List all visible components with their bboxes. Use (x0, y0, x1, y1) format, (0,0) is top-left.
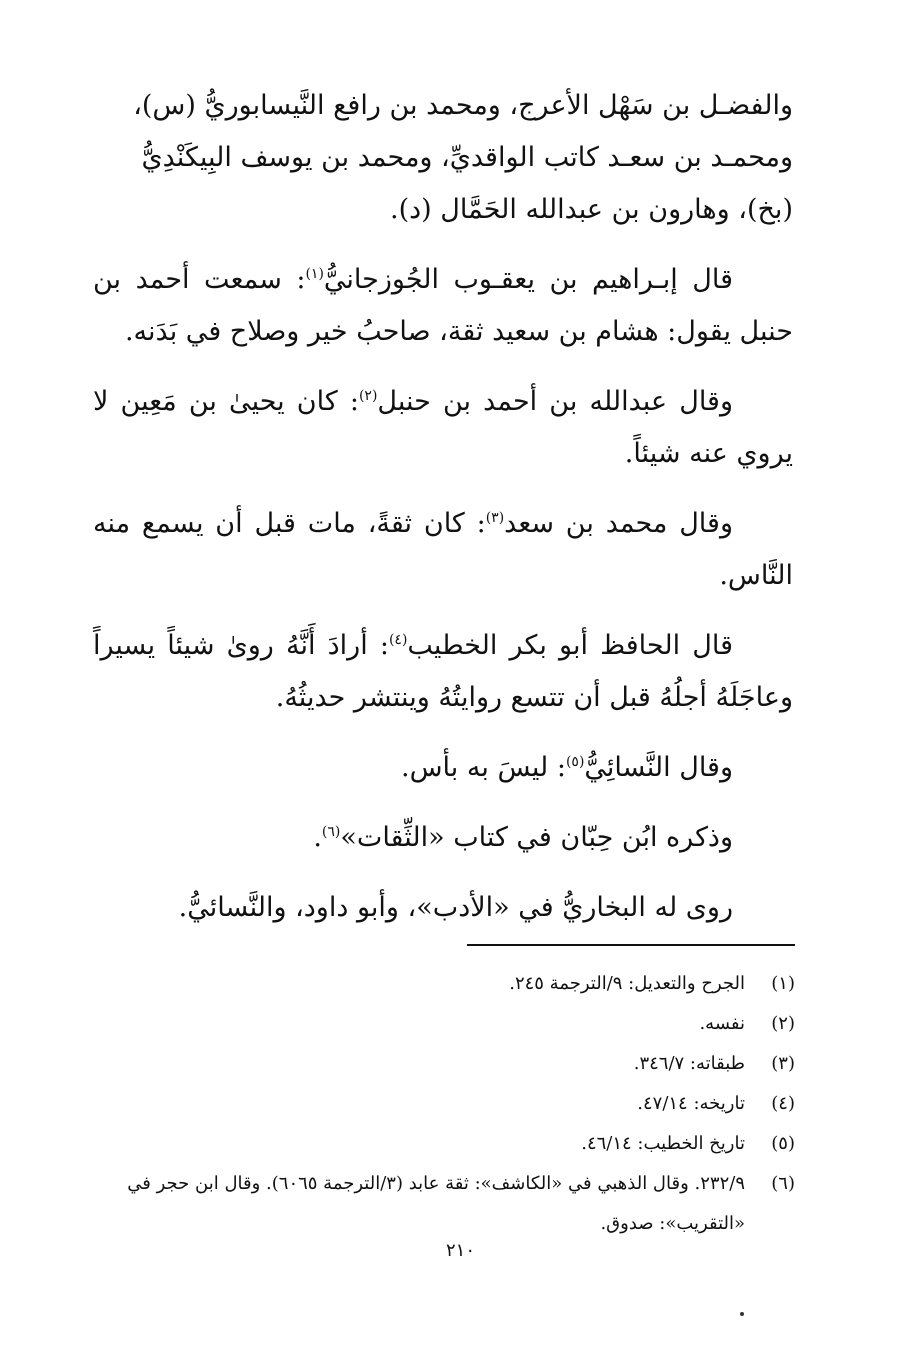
main-text (93, 80, 793, 952)
footnotes (89, 964, 795, 1244)
text-span: حنبل يقول: هشام بن سعيد ثقة، صاحبُ خير وصلاح في بَدَنه. (124, 316, 793, 347)
footnote-marker: (٦) (321, 824, 341, 840)
text-span: روى له البخاريُّ في «الأدب»، وأبو داود، والنَّسائيُّ. (178, 892, 733, 923)
paragraph-nasai (93, 742, 793, 794)
footnote-text: تاريخ الخطيب: ٤٦/١٤. (581, 1133, 745, 1154)
text-span: وقال النَّسائِيُّ (584, 752, 733, 783)
footnote-number: (٢) (771, 1013, 795, 1034)
footnote-text: طبقاته: ٣٤٦/٧. (633, 1053, 745, 1074)
footnote-text: نفسه. (699, 1013, 745, 1034)
footnote-item (89, 964, 795, 1004)
footnote-item (89, 1004, 795, 1044)
footnote-marker: (٢) (358, 388, 378, 404)
text-span: يروي عنه شيئاً. (624, 438, 793, 469)
footnote-marker: (٥) (565, 754, 585, 770)
text-span: النَّاس. (719, 560, 793, 591)
footnote-item (89, 1084, 795, 1124)
text-span: وذكره ابُن حِبّان في كتاب «الثِّقات» (340, 822, 733, 853)
paragraph-narrated-by (93, 882, 793, 934)
text-span: : كان يحيىٰ بن مَعِين لا (93, 386, 359, 417)
paragraph-ibn-hibban (93, 812, 793, 864)
text-span: . (313, 822, 322, 853)
text-span: : ليسَ به بأس. (401, 752, 566, 783)
text-span: وقال محمد بن سعد (504, 508, 733, 539)
footnote-item (89, 1124, 795, 1164)
footnote-item (89, 1044, 795, 1084)
text-line: (بخ)، وهارون بن عبدالله الحَمَّال (د). (390, 194, 793, 225)
text-span: : أرادَ أَنَّهُ روىٰ شيئاً يسيراً (93, 630, 389, 661)
text-span: : سمعت أحمد بن (93, 264, 306, 295)
text-span: قال إبـراهيم بن يعقـوب الجُوزجانيُّ (323, 264, 733, 295)
footnote-text: الجرح والتعديل: ٩/الترجمة ٢٤٥. (509, 973, 745, 994)
footnote-number: (٥) (771, 1133, 795, 1154)
footnote-number: (٤) (771, 1093, 795, 1114)
text-line: ومحمـد بن سعـد كاتب الواقديِّ، ومحمد بن يوسف البِيكَنْدِيُّ (141, 142, 793, 173)
footnote-text: ٢٣٢/٩. وقال الذهبي في «الكاشف»: ثقة عابد (٣/الترجمة ٦٠٦٥). وقال ابن حجر في «التقريب»: صدوق. (127, 1173, 745, 1234)
footnote-number: (١) (771, 973, 795, 994)
text-line: والفضـل بن سَهْل الأعرج، ومحمد بن رافع النَّيسابوريُّ (س)، (133, 90, 793, 121)
footnote-marker: (٣) (485, 510, 505, 526)
footnote-marker: (٤) (388, 632, 408, 648)
footnote-marker: (١) (305, 266, 324, 282)
footnote-item (89, 1164, 795, 1244)
paragraph-narrators (93, 80, 793, 236)
paragraph-khatib (93, 620, 793, 724)
footnote-separator (467, 944, 795, 946)
text-span: قال الحافظ أبو بكر الخطيب (407, 630, 733, 661)
paragraph-ibn-saad (93, 498, 793, 602)
footnote-number: (٣) (771, 1053, 795, 1074)
footnote-number: (٦) (771, 1173, 795, 1194)
footnote-text: تاريخه: ٤٧/١٤. (637, 1093, 745, 1114)
paragraph-juzjani (93, 254, 793, 358)
text-span: : كان ثقةً، مات قبل أن يسمع منه (93, 508, 486, 539)
print-speck (740, 1312, 744, 1316)
paragraph-abdullah (93, 376, 793, 480)
text-span: وعاجَلَهُ أجلُهُ قبل أن تتسع روايتُهُ وينتشر حديثُهُ. (275, 682, 793, 713)
text-span: وقال عبدالله بن أحمد بن حنبل (377, 386, 733, 417)
page-number: ٢١٠ (445, 1240, 475, 1261)
